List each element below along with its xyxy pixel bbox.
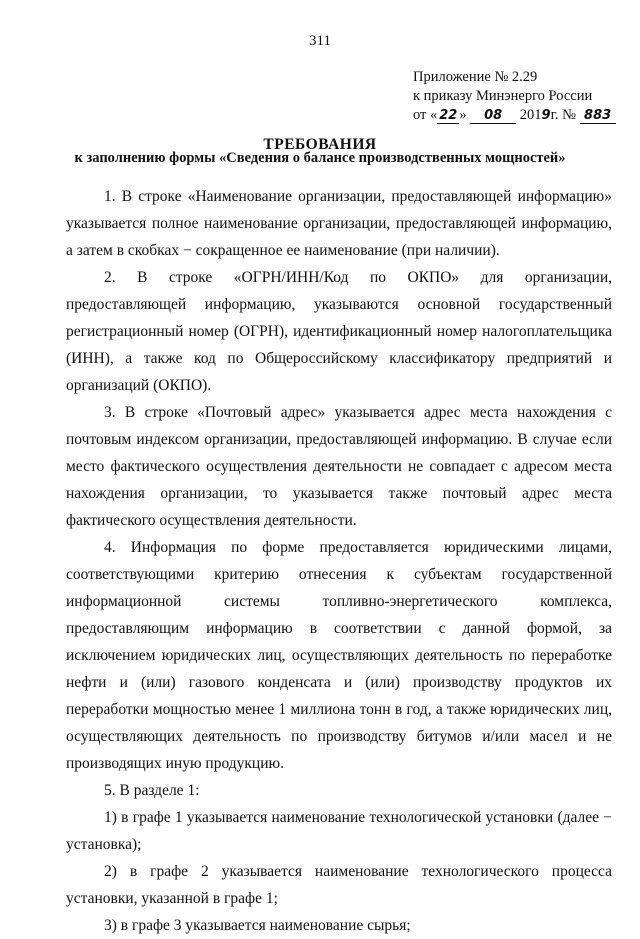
order-mid1: » bbox=[459, 107, 471, 123]
paragraph-5-2: 2) в графе 2 указывается наименование технологического процесса установки, указанной в графе 1; bbox=[66, 863, 612, 907]
order-number: 883 bbox=[580, 108, 616, 124]
appendix-line1: Приложение № 2.29 bbox=[413, 69, 538, 85]
page-number: 311 bbox=[309, 33, 331, 49]
paragraph-3: 3. В строке «Почтовый адрес» указывается адрес места нахождения с почтовым индексом организации, предоставляющей информацию. В случае если место фактического осуществления деятельности не совпадает с адресом места нахождения организации, то указывается также почтовый адрес места фактического осуществления деятельности. bbox=[66, 404, 612, 529]
order-prefix: от « bbox=[413, 107, 438, 123]
order-year-prefix: 201 bbox=[516, 107, 542, 123]
order-mid2: г. № bbox=[550, 107, 580, 123]
order-month: 08 bbox=[470, 108, 516, 124]
appendix-block bbox=[413, 68, 616, 125]
order-year-digit: 9 bbox=[541, 108, 551, 123]
paragraph-4: 4. Информация по форме предоставляется юридическими лицами, соответствующими критерию отнесения к субъектам государственной информационной системы топливно-энергетического комплекса, предоставляющим информацию в соответствии с данной формой, за исключением юридических лиц, осуществляющих деятельность по переработке нефти и (или) газового конденсата и (или) производству продуктов их переработки мощностью менее 1 миллиона тонн в год, а также юридических лиц, осуществляющих деятельность по производству битумов и/или масел и не производящих иную продукцию. bbox=[66, 539, 612, 772]
paragraph-2: 2. В строке «ОГРН/ИНН/Код по ОКПО» для организации, предоставляющей информацию, указываются основной государственный регистрационный номер (ОГРН), идентификационный номер налогоплательщика (ИНН), а также код по Общероссийскому классификатору предприятий и организаций (ОКПО). bbox=[66, 269, 612, 394]
paragraph-1: 1. В строке «Наименование организации, предоставляющей информацию» указывается полное наименование организации, предоставляющей информацию, а затем в скобках − сокращенное ее наименование (при наличии). bbox=[66, 188, 612, 259]
paragraph-5-1: 1) в графе 1 указывается наименование технологической установки (далее − установка); bbox=[66, 809, 612, 853]
paragraph-5-3: 3) в графе 3 указывается наименование сырья; bbox=[104, 917, 411, 934]
document-subtitle: к заполнению формы «Сведения о балансе производственных мощностей» bbox=[74, 150, 566, 166]
document-body bbox=[66, 183, 612, 939]
paragraph-5: 5. В разделе 1: bbox=[104, 782, 200, 799]
order-day: 22 bbox=[439, 108, 458, 123]
document-title: ТРЕБОВАНИЯ bbox=[263, 136, 377, 153]
appendix-order-line bbox=[413, 106, 616, 125]
appendix-line2: к приказу Минэнерго России bbox=[413, 88, 593, 104]
